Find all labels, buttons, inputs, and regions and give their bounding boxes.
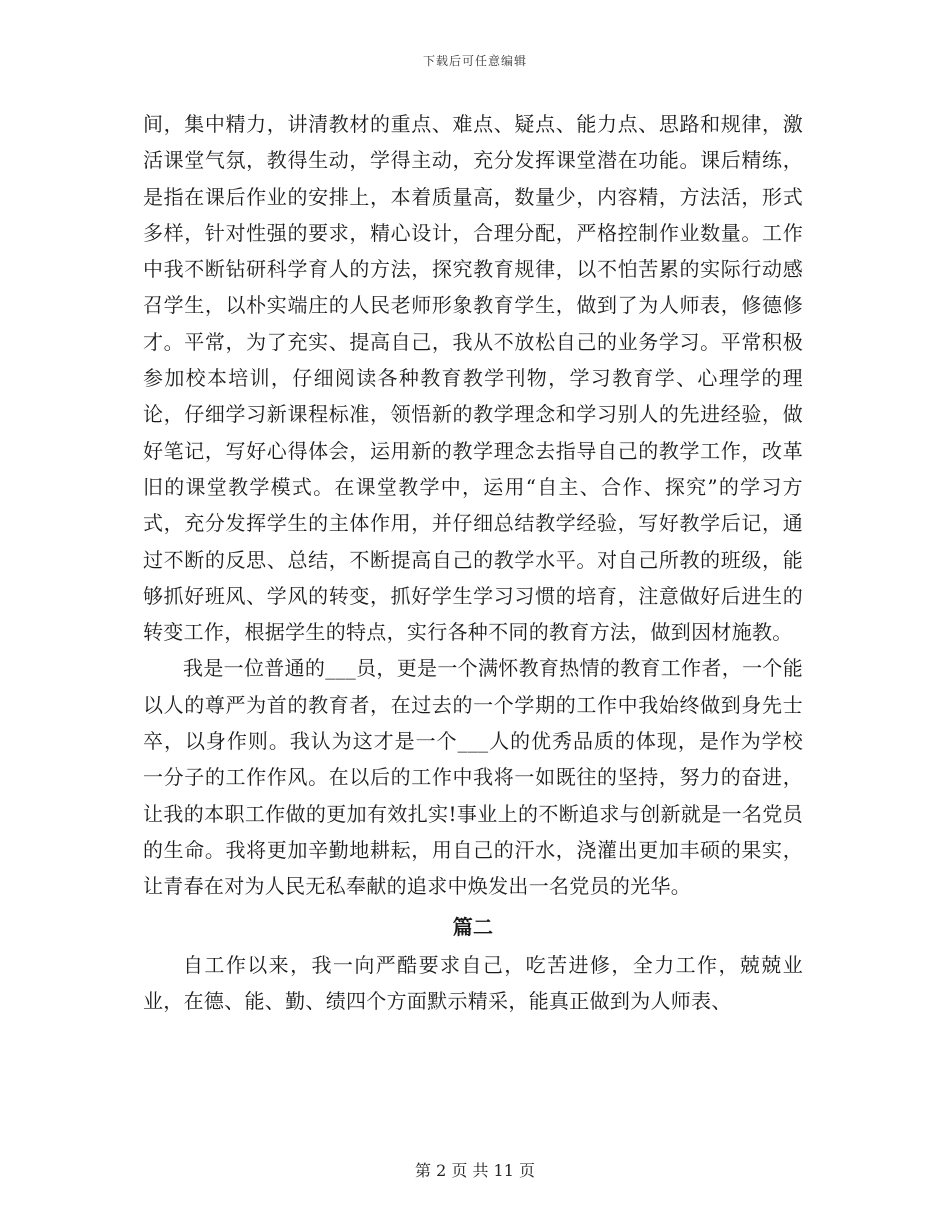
document-body <box>143 106 803 1019</box>
body-paragraph-3: 自工作以来，我一向严酷要求自己，吃苦进修，全力工作，兢兢业业，在德、能、勤、绩四个方面默示精采，能真正做到为人师表、 <box>143 952 803 1013</box>
section-title: 篇二 <box>452 914 494 939</box>
page-number-footer: 第 2 页 共 11 页 <box>415 1161 535 1180</box>
body-paragraph-2: 我是一位普通的___员，更是一个满怀教育热情的教育工作者，一个能以人的尊严为首的教育者，在过去的一个学期的工作中我始终做到身先士卒，以身作则。我认为这才是一个___人的优秀品质的体现，是作为学校一分子的工作作风。在以后的工作中我将一如既往的坚持，努力的奋进，让我的本职工作做的更加有效扎实!事业上的不断追求与创新就是一名党员的生命。我将更加辛勤地耕耘，用自己的汗水，浇灌出更加丰硕的果实，让青春在对为人民无私奉献的追求中焕发出一名党员的光华。 <box>143 656 803 899</box>
page-header: 下载后可任意编辑 <box>422 54 527 68</box>
body-paragraph-1: 间，集中精力，讲清教材的重点、难点、疑点、能力点、思路和规律，激活课堂气氛，教得生动，学得主动，充分发挥课堂潜在功能。课后精练，是指在课后作业的安排上，本着质量高，数量少，内容精，方法活，形式多样，针对性强的要求，精心设计，合理分配，严格控制作业数量。工作中我不断钻研科学育人的方法，探究教育规律，以不怕苦累的实际行动感召学生，以朴实端庄的人民老师形象教育学生，做到了为人师表，修德修才。平常，为了充实、提高自己，我从不放松自己的业务学习。平常积极参加校本培训，仔细阅读各种教育教学刊物，学习教育学、心理学的理论，仔细学习新课程标准，领悟新的教学理念和学习别人的先进经验，做好笔记，写好心得体会，运用新的教学理念去指导自己的教学工作，改革旧的课堂教学模式。在课堂教学中，运用“自主、合作、探究”的学习方式，充分发挥学生的主体作用，并仔细总结教学经验，写好教学后记，通过不断的反思、总结，不断提高自己的教学水平。对自己所教的班级，能够抓好班风、学风的转变，抓好学生学习习惯的培育，注意做好后进生的转变工作，根据学生的特点，实行各种不同的教育方法，做到因材施教。 <box>143 112 803 645</box>
